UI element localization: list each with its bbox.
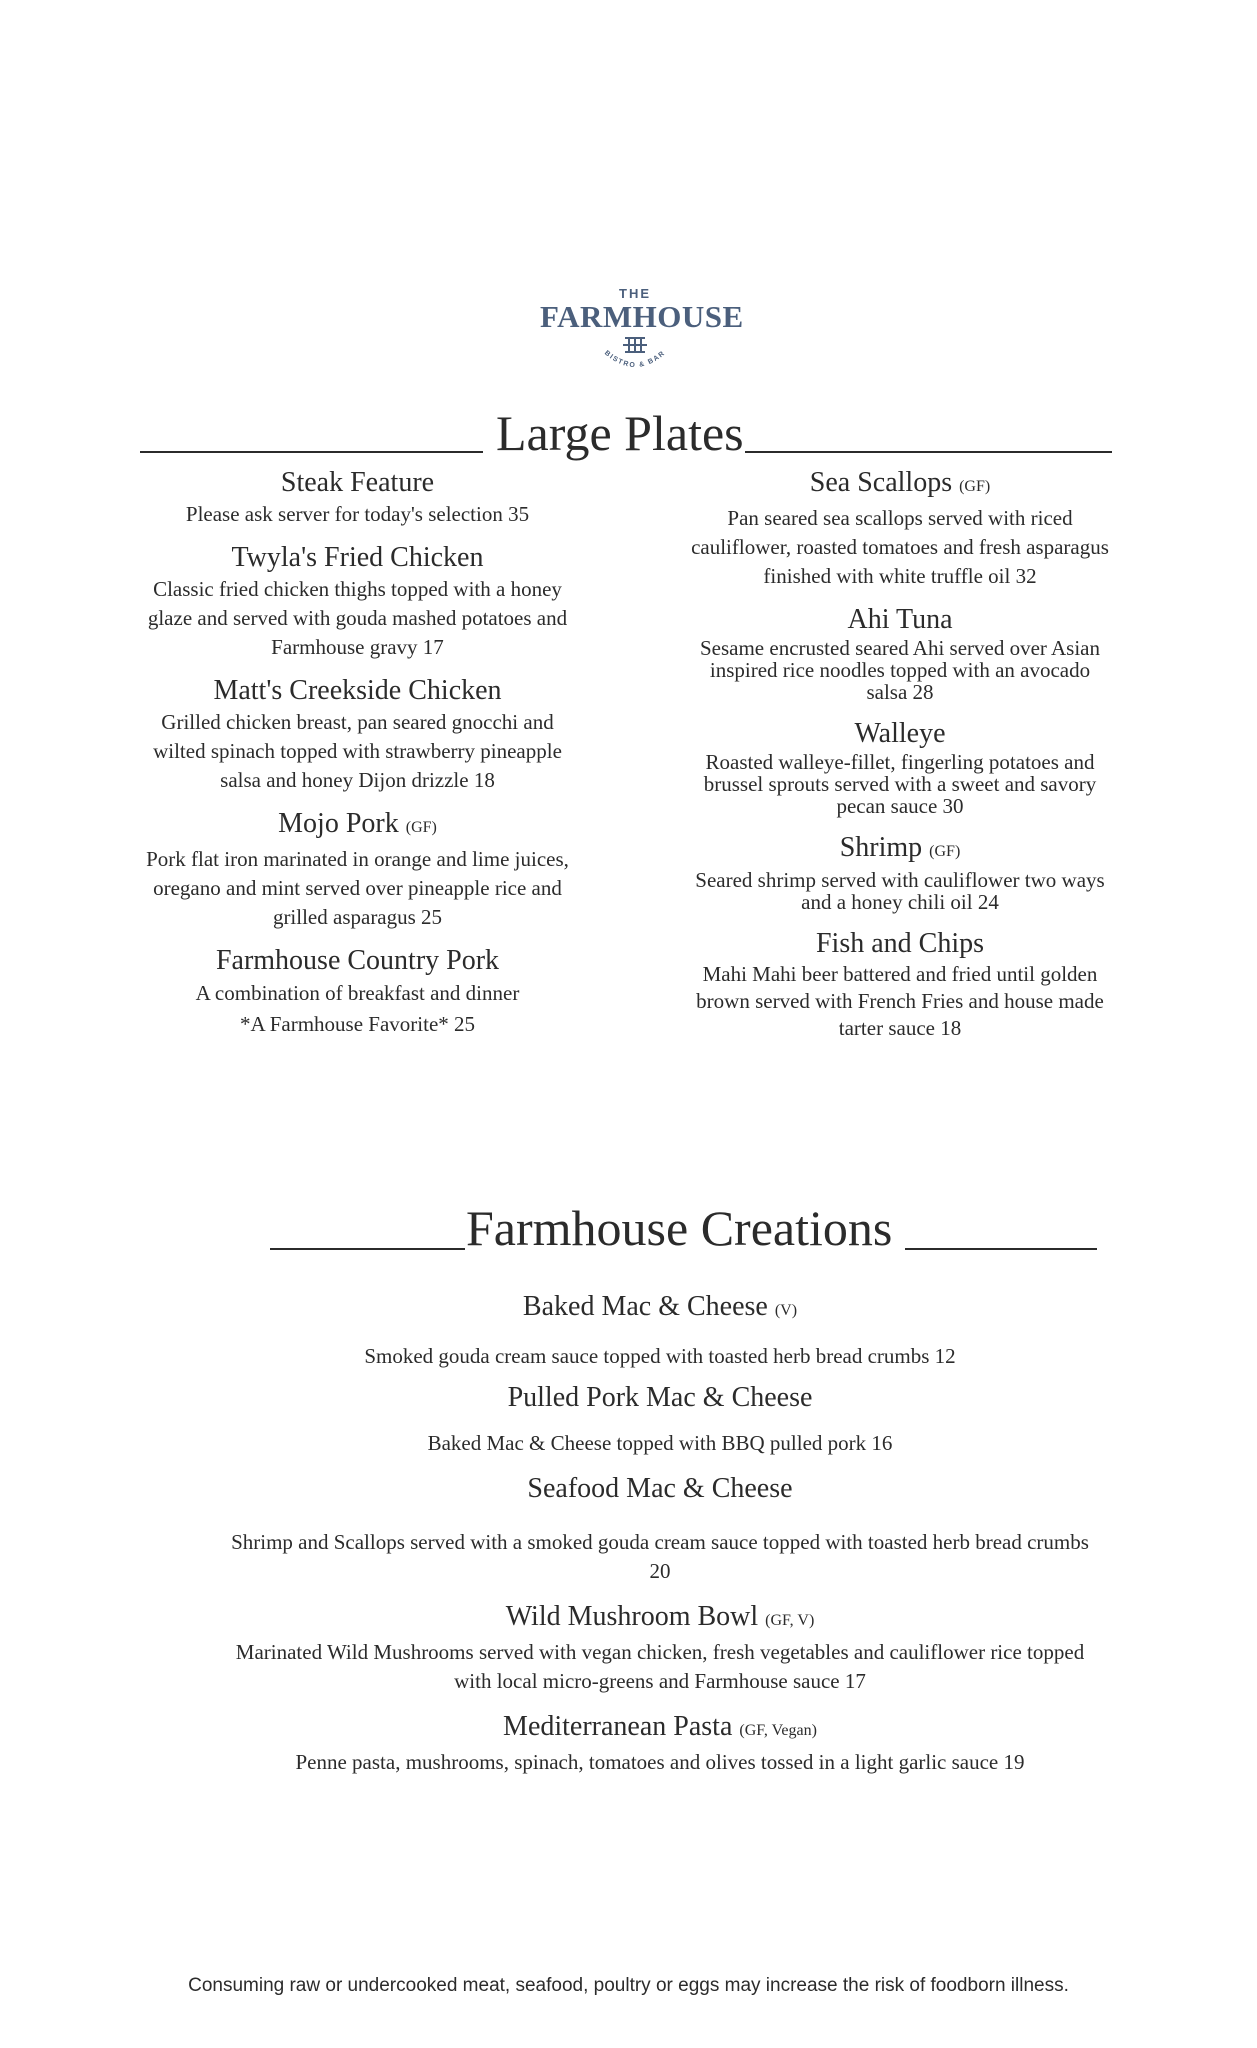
- restaurant-logo: [540, 286, 744, 378]
- menu-item-name: Seafood Mac & Cheese: [527, 1473, 793, 1504]
- menu-item-name: Fish and Chips: [815, 928, 985, 959]
- dietary-tag: (V): [774, 1302, 798, 1319]
- menu-item-name: Matt's Creekside Chicken: [213, 675, 502, 706]
- menu-item-name: Mojo Pork (GF): [278, 808, 437, 839]
- creations-list: [230, 1290, 1090, 1787]
- dietary-tag: (GF, V): [765, 1612, 815, 1629]
- menu-item-description: Mahi Mahi beer battered and fried until golden brown served with French Fries and house made tarter sauce 18: [696, 962, 1104, 1040]
- menu-item-description: Baked Mac & Cheese topped with BBQ pulled pork 16: [427, 1431, 893, 1455]
- menu-item-description: Roasted walleye-fillet, fingerling potatoes and brussel sprouts served with a sweet and savory pecan sauce 30: [703, 750, 1097, 818]
- large-plates-left-column: [145, 466, 570, 1052]
- menu-item-name: Pulled Pork Mac & Cheese: [507, 1382, 813, 1413]
- menu-item-name: Sea Scallops (GF): [809, 467, 991, 498]
- footer-disclaimer: Consuming raw or undercooked meat, seafood, poultry or eggs may increase the risk of foodborn illness.: [188, 1975, 1069, 1996]
- creations-rule-left: [270, 1248, 465, 1250]
- large-plates-right-column: [690, 466, 1110, 1054]
- menu-item-description: Penne pasta, mushrooms, spinach, tomatoes and olives tossed in a light garlic sauce 19: [295, 1750, 1025, 1774]
- menu-item-description: Shrimp and Scallops served with a smoked gouda cream sauce topped with toasted herb bread crumbs 20: [231, 1530, 1089, 1583]
- menu-item-name: Walleye: [854, 718, 946, 749]
- large-plates-heading: Large Plates: [496, 405, 744, 461]
- menu-item-name: Steak Feature: [280, 467, 435, 498]
- menu-item-name: Baked Mac & Cheese (V): [522, 1291, 798, 1322]
- logo-emblem-icon: [595, 332, 675, 378]
- dietary-tag: (GF): [959, 478, 991, 495]
- menu-item-description: Please ask server for today's selection 35: [185, 502, 530, 526]
- menu-item-name: Farmhouse Country Pork: [215, 945, 500, 976]
- menu-item-name: Shrimp (GF): [839, 832, 961, 863]
- menu-item-description: Sesame encrusted seared Ahi served over Asian inspired rice noodles topped with an avocado salsa 28: [699, 636, 1101, 704]
- menu-item-description: A combination of breakfast and dinner *A Farmhouse Favorite* 25: [195, 981, 520, 1036]
- menu-item-description: Pork flat iron marinated in orange and lime juices, oregano and mint served over pineapple rice and grilled asparagus 25: [146, 847, 569, 929]
- menu-item-description: Marinated Wild Mushrooms served with vegan chicken, fresh vegetables and cauliflower rice topped with local micro-greens and Farmhouse sauce 17: [235, 1640, 1085, 1693]
- dietary-tag: (GF, Vegan): [739, 1722, 817, 1739]
- large-plates-rule-left: [140, 451, 483, 453]
- dietary-tag: (GF): [929, 843, 961, 860]
- creations-heading: Farmhouse Creations: [466, 1200, 893, 1256]
- logo-the: THE: [619, 286, 651, 301]
- menu-item-description: Seared shrimp served with cauliflower two ways and a honey chili oil 24: [695, 868, 1105, 914]
- logo-subtitle: BISTRO & BAR: [603, 349, 667, 370]
- menu-item-name: Ahi Tuna: [847, 604, 953, 635]
- large-plates-rule-right: [745, 451, 1112, 453]
- logo-name: FARMHOUSE: [540, 299, 744, 334]
- menu-item-name: Twyla's Fried Chicken: [231, 542, 484, 573]
- menu-item-description: Grilled chicken breast, pan seared gnocchi and wilted spinach topped with strawberry pineapple salsa and honey Dijon drizzle 18: [153, 710, 562, 792]
- menu-item-description: Classic fried chicken thighs topped with a honey glaze and served with gouda mashed potatoes and Farmhouse gravy 17: [147, 577, 568, 659]
- dietary-tag: (GF): [405, 819, 437, 836]
- menu-item-name: Mediterranean Pasta (GF, Vegan): [503, 1711, 817, 1742]
- menu-item-description: Pan seared sea scallops served with riced cauliflower, roasted tomatoes and fresh asparagus finished with white truffle oil 32: [691, 506, 1109, 588]
- menu-item-name: Wild Mushroom Bowl (GF, V): [505, 1601, 815, 1632]
- menu-item-description: Smoked gouda cream sauce topped with toasted herb bread crumbs 12: [364, 1344, 956, 1368]
- creations-rule-right: [905, 1248, 1097, 1250]
